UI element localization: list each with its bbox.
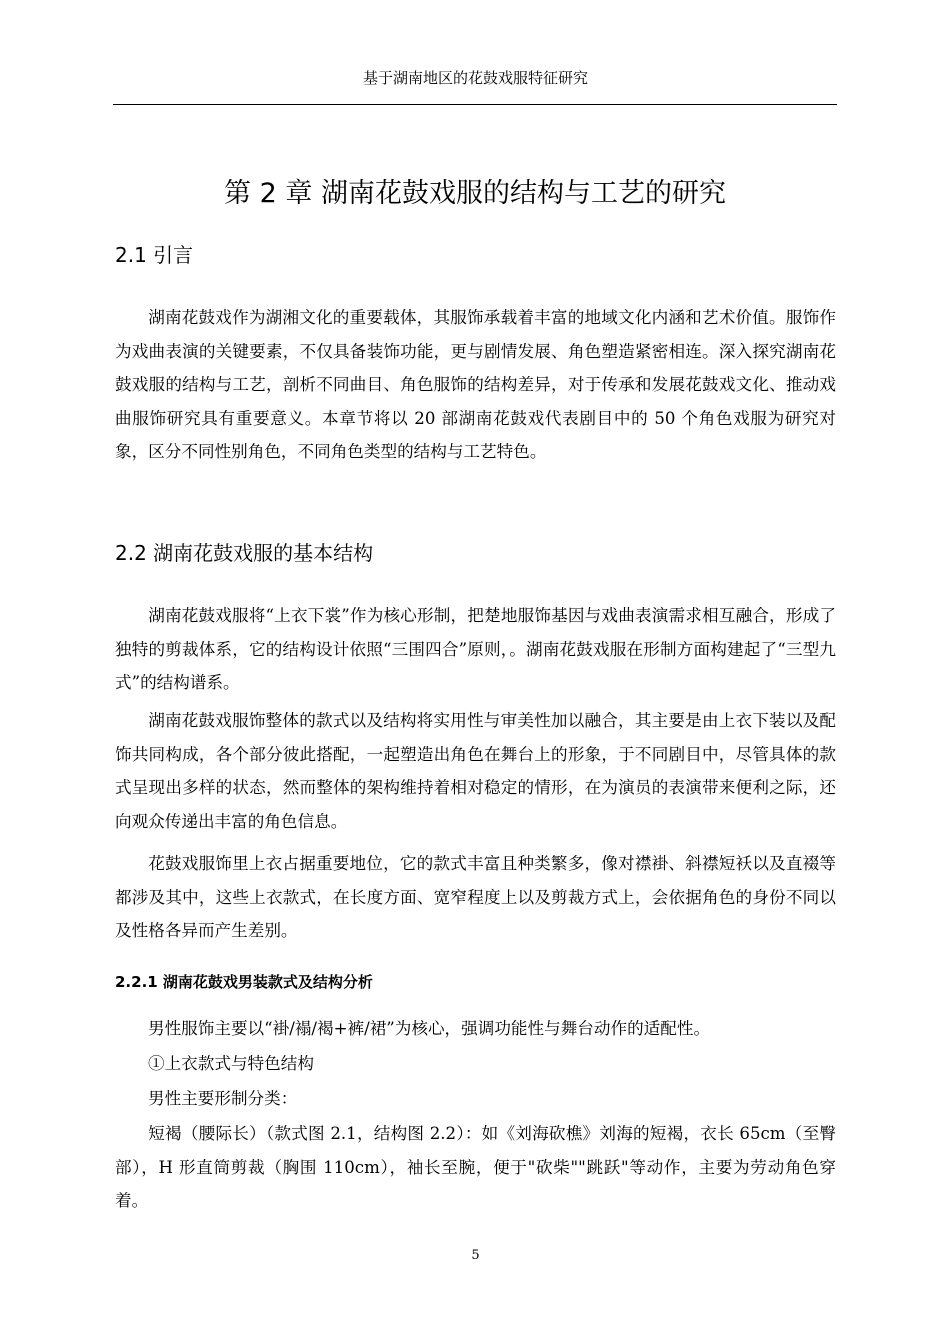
header-rule xyxy=(113,104,837,105)
short-coat-paragraph: 短褐（腰际长）（款式图 2.1，结构图 2.2）：如《刘海砍樵》刘海的短褐，衣长 65cm（至臀部），H 形直筒剪裁（胸围 110cm），袖长至腕，便于"砍柴""跳跃"等动作，主要为劳动角色穿着。 xyxy=(115,1124,836,1210)
running-header: 基于湖南地区的花鼓戏服特征研究 xyxy=(362,69,588,87)
section-heading-2-2-1: 2.2.1 湖南花鼓戏男装款式及结构分析 xyxy=(115,973,373,991)
form-classification-label: 男性主要形制分类： xyxy=(148,1089,298,1108)
section-heading-2-1: 2.1 引言 xyxy=(115,243,194,267)
section-heading-2-2: 2.2 湖南花鼓戏服的基本结构 xyxy=(115,541,374,565)
upper-garment-subheading: ①上衣款式与特色结构 xyxy=(148,1054,314,1073)
intro-paragraph: 湖南花鼓戏作为湖湘文化的重要载体，其服饰承载着丰富的地域文化内涵和艺术价值。服饰作为戏曲表演的关键要素，不仅具备装饰功能，更与剧情发展、角色塑造紧密相连。深入探究湖南花鼓戏服的结构与工艺，剖析不同曲目、角色服饰的结构差异，对于传承和发展花鼓戏文化、推动戏曲服饰研究具有重要意义。本章节将以 20 部湖南花鼓戏代表剧目中的 50 个角色戏服为研究对象，区分不同性别角色，不同角色类型的结构与工艺特色。 xyxy=(115,308,836,461)
chapter-title: 第 2 章 湖南花鼓戏服的结构与工艺的研究 xyxy=(224,178,726,209)
structure-paragraph-1: 湖南花鼓戏服将“上衣下裳”作为核心形制，把楚地服饰基因与戏曲表演需求相互融合，形成了独特的剪裁体系，它的结构设计依照“三围四合”原则，。湖南花鼓戏服在形制方面构建起了“三型九式”的结构谱系。 xyxy=(115,606,836,692)
structure-paragraph-2: 湖南花鼓戏服饰整体的款式以及结构将实用性与审美性加以融合，其主要是由上衣下装以及配饰共同构成，各个部分彼此搭配，一起塑造出角色在舞台上的形象，于不同剧目中，尽管具体的款式呈现出多样的状态，然而整体的架构维持着相对稳定的情形，在为演员的表演带来便利之际，还向观众传递出丰富的角色信息。 xyxy=(115,711,836,831)
structure-paragraph-3: 花鼓戏服饰里上衣占据重要地位，它的款式丰富且种类繁多，像对襟褂、斜襟短袄以及直裰等都涉及其中，这些上衣款式，在长度方面、宽窄程度上以及剪裁方式上，会依据角色的身份不同以及性格各异而产生差别。 xyxy=(115,854,836,940)
page-number: 5 xyxy=(471,1248,480,1263)
menswear-intro-line: 男性服饰主要以“褂/褟/褐+裤/裙”为核心，强调功能性与舞台动作的适配性。 xyxy=(148,1019,711,1038)
